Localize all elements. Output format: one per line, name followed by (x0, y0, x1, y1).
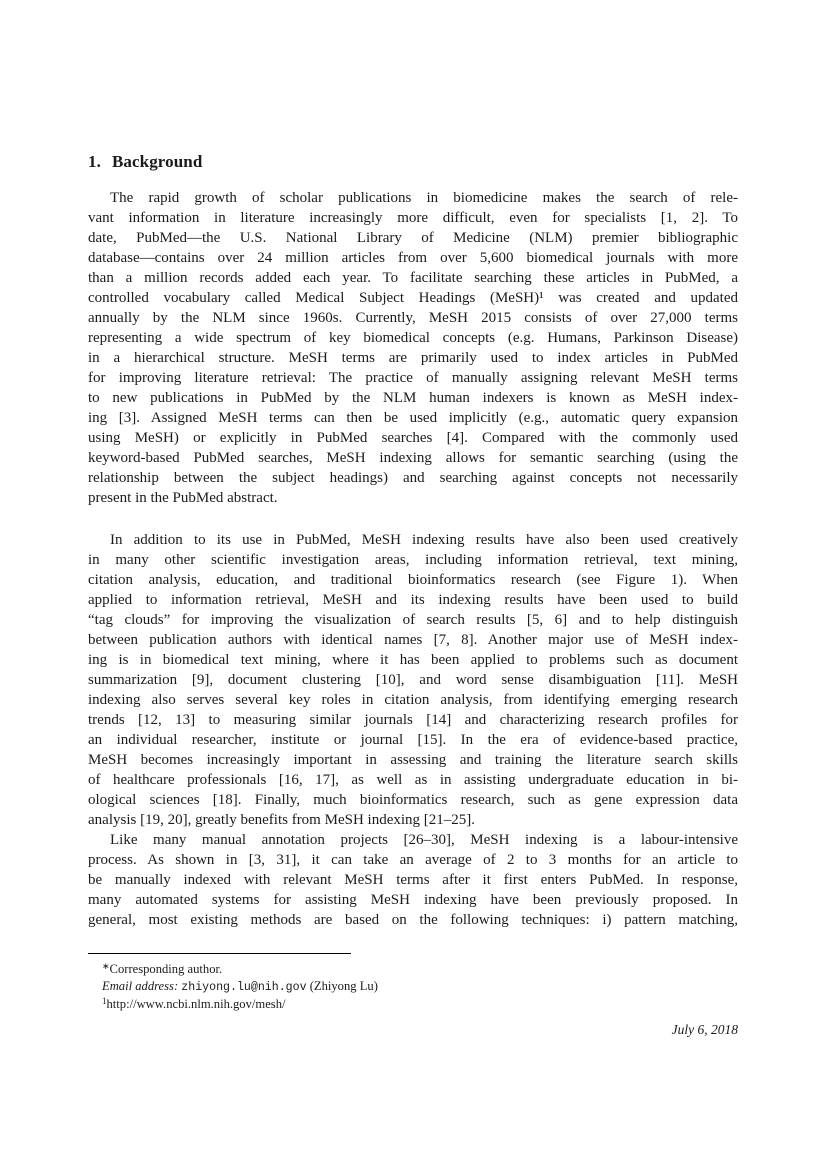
text-line: trends [12, 13] to measuring similar journals [14] and characterizing research profiles for (88, 712, 738, 728)
mesh-url-link[interactable]: http://www.ncbi.nlm.nih.gov/mesh/ (106, 997, 286, 1011)
text-line: Like many manual annotation projects [26–30], MeSH indexing is a labour-intensive (110, 832, 738, 848)
footnote-divider (88, 953, 351, 954)
text-line: ological sciences [18]. Finally, much bioinformatics research, such as gene expression data (88, 792, 738, 808)
asterisk-marker: ∗ (102, 961, 110, 971)
text-line: process. As shown in [3, 31], it can take an average of 2 to 3 months for an article to (88, 852, 738, 868)
footnote-email (88, 978, 738, 996)
text-line: relationship between the subject headings) and searching against concepts not necessarily (88, 470, 738, 486)
text-line: “tag clouds” for improving the visualization of search results [5, 6] and to help distinguish (88, 612, 738, 628)
paragraph-1 (88, 188, 738, 508)
text-line: be manually indexed with relevant MeSH terms after it first enters PubMed. In response, (88, 872, 738, 888)
footnote-area (88, 961, 738, 1013)
text-line: The rapid growth of scholar publications in biomedicine makes the search of rele- (110, 190, 738, 206)
section-number: 1. (88, 152, 101, 171)
text-line: controlled vocabulary called Medical Subject Headings (MeSH)¹ was created and updated (88, 290, 738, 306)
text-line: MeSH becomes increasingly important in assessing and training the literature search skills (88, 752, 738, 768)
text-line: analysis [19, 20], greatly benefits from MeSH indexing [21–25]. (88, 812, 476, 828)
email-label: Email address: (102, 979, 179, 993)
email-author-name: (Zhiyong Lu) (309, 979, 378, 993)
text-line: many automated systems for assisting MeSH indexing have been previously proposed. In (88, 892, 738, 908)
text-line: an individual researcher, institute or journal [15]. In the era of evidence-based practice, (88, 732, 738, 748)
text-line: keyword-based PubMed searches, MeSH indexing allows for semantic searching (using the (88, 450, 738, 466)
text-line: in a hierarchical structure. MeSH terms are primarily used to index articles in PubMed (88, 350, 738, 366)
text-line: than a million records added each year. To facilitate searching these articles in PubMed, a (88, 270, 738, 286)
text-line: of healthcare professionals [16, 17], as well as in assisting undergraduate education in bi- (88, 772, 738, 788)
text-line: general, most existing methods are based on the following techniques: i) pattern matching, (88, 912, 738, 928)
text-line: annually by the NLM since 1960s. Currently, MeSH 2015 consists of over 27,000 terms (88, 310, 738, 326)
footnote-text: Corresponding author. (109, 962, 223, 976)
text-line: In addition to its use in PubMed, MeSH indexing results have also been used creatively (110, 532, 738, 548)
text-line: date, PubMed—the U.S. National Library of Medicine (NLM) premier bibliographic (88, 230, 738, 246)
text-line: present in the PubMed abstract. (88, 490, 278, 506)
section-title: Background (111, 152, 203, 171)
text-line: database—contains over 24 million articles from over 5,600 biomedical journals with more (88, 250, 738, 266)
email-address-link[interactable]: zhiyong.lu@nih.gov (181, 981, 307, 994)
text-line: indexing also serves several key roles in citation analysis, from identifying emerging research (88, 692, 738, 708)
text-line: citation analysis, education, and traditional bioinformatics research (see Figure 1). When (88, 572, 738, 588)
paragraph-2 (88, 530, 738, 830)
date-stamp: July 6, 2018 (671, 1022, 738, 1037)
text-line: applied to information retrieval, MeSH and its indexing results have been used to build (88, 592, 738, 608)
text-line: to new publications in PubMed by the NLM human indexers is known as MeSH index- (88, 390, 738, 406)
text-line: ing [3]. Assigned MeSH terms can then be used implicitly (e.g., automatic query expansion (88, 410, 738, 426)
text-line: between publication authors with identical names [7, 8]. Another major use of MeSH index- (88, 632, 738, 648)
footnote-1-marker: 1 (102, 996, 107, 1006)
text-line: summarization [9], document clustering [10], and word sense disambiguation [11]. MeSH (88, 672, 738, 688)
text-line: representing a wide spectrum of key biomedical concepts (e.g. Humans, Parkinson Disease) (88, 330, 738, 346)
text-line: ing is in biomedical text mining, where it has been applied to problems such as document (88, 652, 738, 668)
footnote-mesh-url (88, 996, 738, 1013)
text-line: in many other scientific investigation areas, including information retrieval, text mining, (88, 552, 738, 568)
section-heading (88, 152, 738, 172)
text-line: using MeSH) or explicitly in PubMed searches [4]. Compared with the commonly used (88, 430, 738, 446)
text-line: for improving literature retrieval: The practice of manually assigning relevant MeSH terms (88, 370, 738, 386)
footnote-corresponding-author (88, 961, 738, 978)
page-content (88, 152, 738, 930)
paragraph-3 (88, 830, 738, 930)
text-line: vant information in literature increasingly more difficult, even for specialists [1, 2]. To (88, 210, 738, 226)
